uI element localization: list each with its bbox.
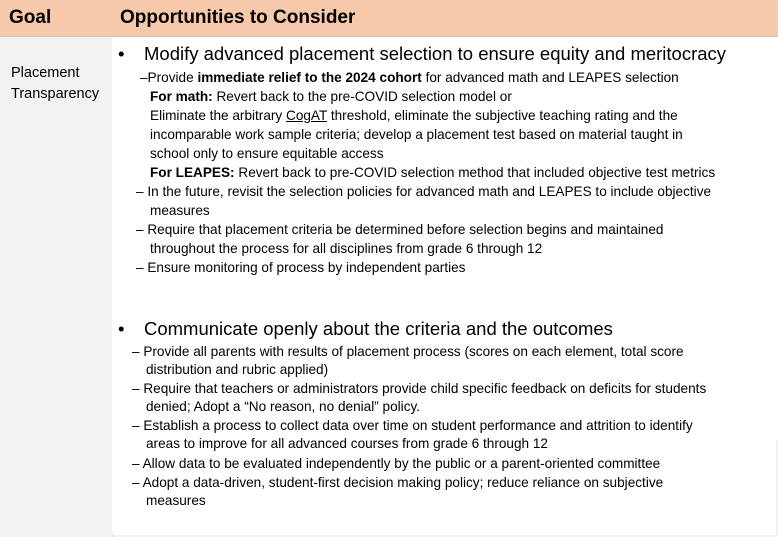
provide-line-2: distribution and rubric applied) [146, 362, 329, 377]
goal-line-2: Transparency [11, 86, 100, 102]
bullet-icon: • [118, 318, 125, 339]
adopt-line-2: measures [146, 493, 206, 508]
opportunities-column-header: Opportunities to Consider [120, 7, 356, 28]
section2-heading [118, 318, 613, 340]
opportunities-cell [112, 37, 776, 535]
leapes-line [150, 164, 715, 182]
section1-heading [118, 43, 726, 65]
eliminate-prefix: Eliminate the arbitrary [150, 108, 286, 123]
teachers-line-1: – Require that teachers or administrators provide child specific feedback on deficits for students [132, 381, 707, 396]
goal-text [11, 63, 111, 105]
eliminate-line-3: school only to ensure equitable access [150, 146, 384, 161]
require-line-2: throughout the process for all disciplines from grade 6 through 12 [150, 241, 543, 256]
table-header [0, 0, 778, 37]
eliminate-suffix: threshold, eliminate the subjective teaching rating and the [327, 108, 678, 123]
require-line-1: – Require that placement criteria be determined before selection begins and maintained [136, 222, 664, 237]
relief-bold: immediate relief to the 2024 cohort [197, 70, 422, 85]
monitor-line: – Ensure monitoring of process by independent parties [136, 260, 466, 275]
cogat-term: CogAT [286, 108, 328, 123]
goal-line-1: Placement [11, 65, 80, 81]
allow-line: – Allow data to be evaluated independently by the public or a parent-oriented committee [132, 456, 661, 471]
provide-line-1: – Provide all parents with results of placement process (scores on each element, total score [132, 344, 684, 359]
establish-line-2: areas to improve for all advanced courses from grade 6 through 12 [146, 436, 548, 451]
math-line [150, 88, 512, 106]
teachers-line-2: denied; Adopt a “No reason, no denial” policy. [146, 399, 421, 414]
leapes-text: Revert back to pre-COVID selection method that included objective test metrics [234, 165, 716, 180]
relief-prefix: –Provide [140, 70, 198, 85]
relief-line [140, 69, 679, 87]
leapes-label: For LEAPES: [150, 165, 235, 180]
relief-suffix: for advanced math and LEAPES selection [421, 70, 679, 85]
bullet-icon: • [118, 43, 125, 64]
eliminate-line-1 [150, 107, 678, 125]
section2-title: Communicate openly about the criteria and the outcomes [144, 318, 613, 339]
eliminate-line-2: incomparable work sample criteria; develop a placement test based on material taught in [150, 127, 683, 142]
math-text: Revert back to the pre-COVID selection model or [212, 89, 512, 104]
goal-cell [0, 37, 113, 537]
future-line-1: – In the future, revisit the selection policies for advanced math and LEAPES to include objective [136, 184, 712, 199]
future-line-2: measures [150, 203, 210, 218]
establish-line-1: – Establish a process to collect data over time on student performance and attrition to identify [132, 418, 693, 433]
math-label: For math: [150, 89, 213, 104]
section1-title: Modify advanced placement selection to ensure equity and meritocracy [144, 43, 727, 64]
goal-column-header: Goal [9, 7, 52, 28]
adopt-line-1: – Adopt a data-driven, student-first decision making policy; reduce reliance on subjective [132, 475, 664, 490]
